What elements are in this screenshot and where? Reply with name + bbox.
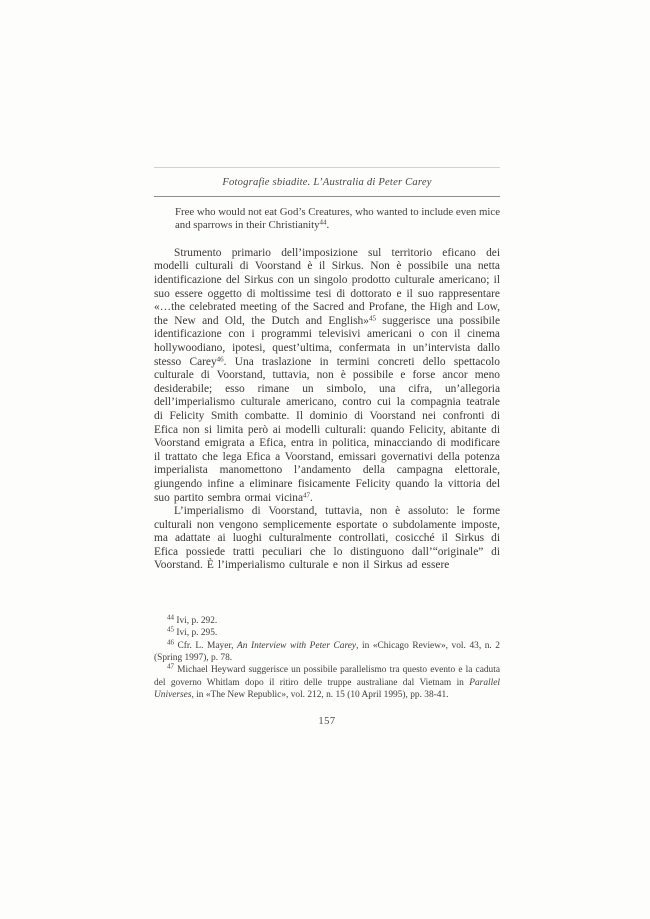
footnote-45-marker: 45	[167, 625, 174, 634]
para1-segment-1: Strumento primario dell’imposizione sul territorio eficano dei modelli culturali di Voorstand è il Sirkus. Non è possibile una netta identificazione del Sirkus con un singolo prodotto culturale americano; il suo essere oggetto di moltissime tesi di dottorato e il suo rappresentare «…the celebrated meeting of the Sacred and Profane, the High and Low, the New and Old, the Dutch and English»	[154, 246, 500, 327]
footnote-46-text: Cfr. L. Mayer,	[174, 640, 238, 651]
header-rule-bottom	[154, 196, 500, 197]
running-title: Fotografie sbiadite. L’Australia di Peter Carey	[222, 176, 432, 188]
footnote-47	[154, 664, 500, 701]
footnotes-section	[154, 615, 500, 701]
para2-text: L’imperialismo di Voorstand, tuttavia, non è assoluto: le forme culturali non vengono semplicemente esportate o subdolamente imposte, ma adattate ai luoghi culturalmente controllati, cosicché il Sirkus di Efica possiede tratti peculiari che lo distinguono dall’“originale” di Voorstand. È l’imperialismo culturale e non il Sirkus ad essere	[154, 505, 500, 572]
body-paragraph-2	[154, 505, 500, 573]
footnote-44-marker: 44	[167, 613, 174, 622]
para1-segment-4: .	[310, 491, 313, 504]
footnote-46-italic-title: An Interview with Peter Carey	[237, 640, 357, 651]
page-text-block	[154, 167, 500, 727]
footnote-ref-47: 47	[303, 491, 311, 499]
footnote-47-marker: 47	[167, 662, 174, 671]
page-number: 157	[318, 716, 336, 728]
quote-period: .	[326, 219, 330, 232]
body-paragraph-1	[154, 247, 500, 505]
footnote-46-text-after: , in «Chicago Review», vol. 43, n. 2 (Spring 1997), p. 78.	[154, 640, 500, 663]
footnote-45	[154, 627, 500, 639]
footnote-44	[154, 615, 500, 627]
footnote-ref-46: 46	[216, 355, 224, 364]
footnote-ref-44: 44	[319, 218, 327, 227]
footnote-ref-45: 45	[368, 314, 376, 323]
block-quote	[175, 206, 500, 233]
footnote-45-text: Ivi, p. 295.	[174, 628, 218, 639]
quote-text: Free who would not eat God’s Creatures, who wanted to include even mice and sparrows in their Christianity	[175, 206, 500, 232]
running-header	[154, 167, 500, 197]
footnote-47-text: Michael Heyward suggerisce un possibile parallelismo tra questo evento e la caduta del governo Whitlam dopo il ritiro delle truppe australiane dal Vietnam in	[154, 665, 500, 688]
footnote-44-text: Ivi, p. 292.	[174, 616, 218, 627]
para1-segment-2: suggerisce una possibile identificazione con i programmi televisivi americani o con il cinema hollywoodiano, ipotesi, quest’ultima, confermata in un’intervista dallo stesso Carey	[154, 314, 500, 368]
footnote-46-marker: 46	[167, 638, 174, 647]
footnote-47-italic-title: Parallel Universes	[154, 677, 500, 700]
footnote-46	[154, 640, 500, 665]
footnote-47-text-after: , in «The New Republic», vol. 212, n. 15 (10 April 1995), pp. 38-41.	[191, 689, 449, 700]
para1-segment-3: . Una traslazione in termini concreti dello spettacolo culturale di Voorstand, tuttavia, non è possibile e forse ancor meno desiderabile; esso rimane un simbolo, una cifra, un’allegoria dell’imperialismo culturale americano, contro cui la compagnia teatrale di Felicity Smith combatte. Il dominio di Voorstand nei confronti di Efica non si limita però ai modelli culturali: quando Felicity, abitante di Voorstand emigrata a Efica, entra in politica, minacciando di modificare il trattato che lega Efica a Voorstand, emissari governativi della potenza imperialista manomettono l’andamento della campagna elettorale, giungendo infine a eliminare fisicamente Felicity quando la vittoria del suo partito sembra ormai vicina	[154, 355, 500, 504]
